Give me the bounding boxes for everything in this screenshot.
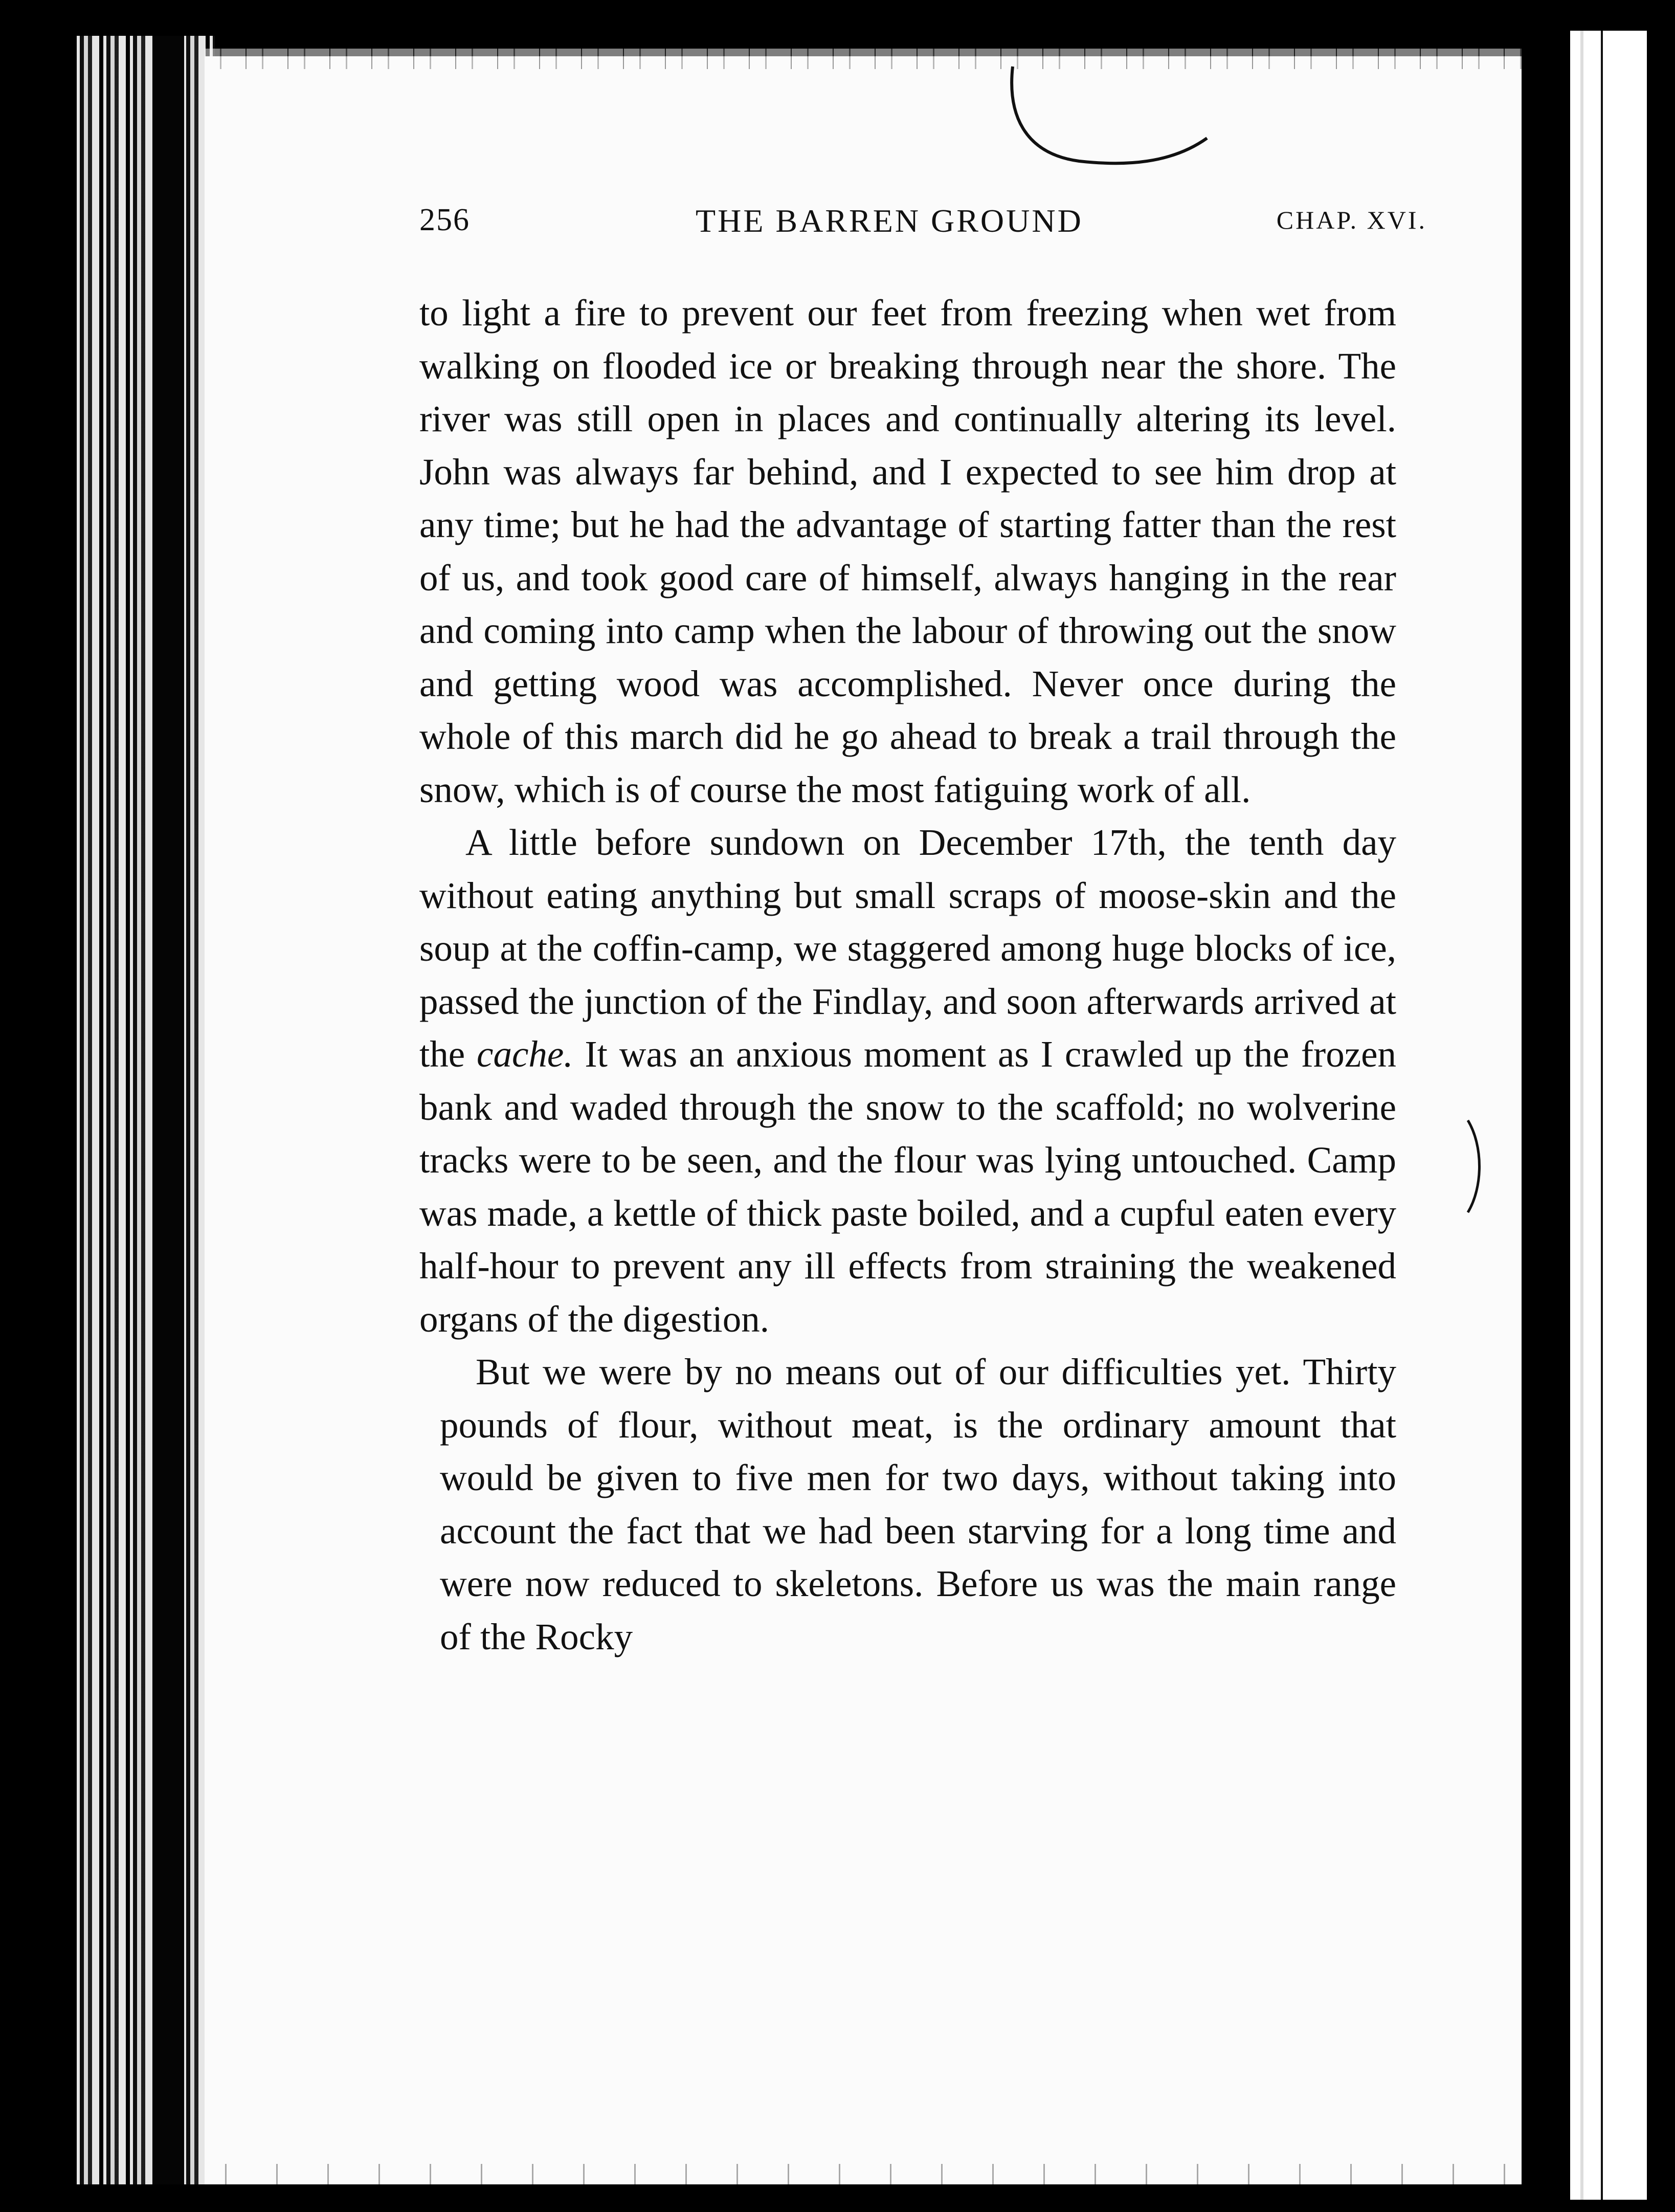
- binding-gutter: [77, 36, 215, 2184]
- pen-mark: [1002, 51, 1217, 184]
- scan-noise-top: [205, 49, 1522, 69]
- cache-emphasis: cache.: [477, 1033, 573, 1075]
- margin-bracket: [1463, 1115, 1493, 1218]
- page-number: 256: [419, 203, 470, 237]
- page-edge-shadow: [1522, 41, 1570, 2195]
- paragraph-1: to light a fire to prevent our feet from freezing when wet from walking on flooded ice or breaking through near the shore. The river was still open in places and continually altering its level. John was always far behind, and I expected to see him drop at any time; but he had the advantage of starting fatter than the rest of us, and took good care of himself, always hanging in the rear and coming into camp when the labour of throwing out the snow and getting wood was accomplished. Never once during the whole of this march did he go ahead to break a trail through the snow, which is of course the most fatiguing work of all.: [419, 292, 1396, 810]
- binding-shadow: [153, 36, 184, 2184]
- running-title: THE BARREN GROUND: [696, 203, 1083, 239]
- body-text: [419, 286, 1396, 1663]
- chapter-label: CHAP. XVI.: [1276, 206, 1427, 234]
- facing-page-edge: [1570, 31, 1647, 2200]
- paragraph-2-start: A little before sundown on December 17th, the tenth day without eating anything but small scraps of moose-skin and the soup at the coffin-camp, we staggered among huge blocks of ice, passed the junction of the Findlay, and soon afterwards arrived at the: [419, 822, 1396, 1075]
- scan-noise-bottom: [205, 2164, 1522, 2184]
- paragraph-2-end: It was an anxious moment as I crawled up the frozen bank and waded through the snow to the scaffold; no wolverine tracks were to be seen, and the flour was lying untouched. Camp was made, a kettle of thick paste boiled, and a cupful eaten every half-hour to prevent any ill effects from straining the weakened organs of the digestion.: [419, 1033, 1397, 1340]
- paragraph-2: [419, 816, 1396, 1345]
- paragraph-3: But we were by no means out of our difficulties yet. Thirty pounds of flour, without meat, is the ordinary amount that would be given to five men for two days, without taking into account the fact that we had been starving for a long time and were now reduced to skeletons. Before us was the main range of the Rocky: [440, 1351, 1396, 1657]
- running-header: [419, 202, 1427, 248]
